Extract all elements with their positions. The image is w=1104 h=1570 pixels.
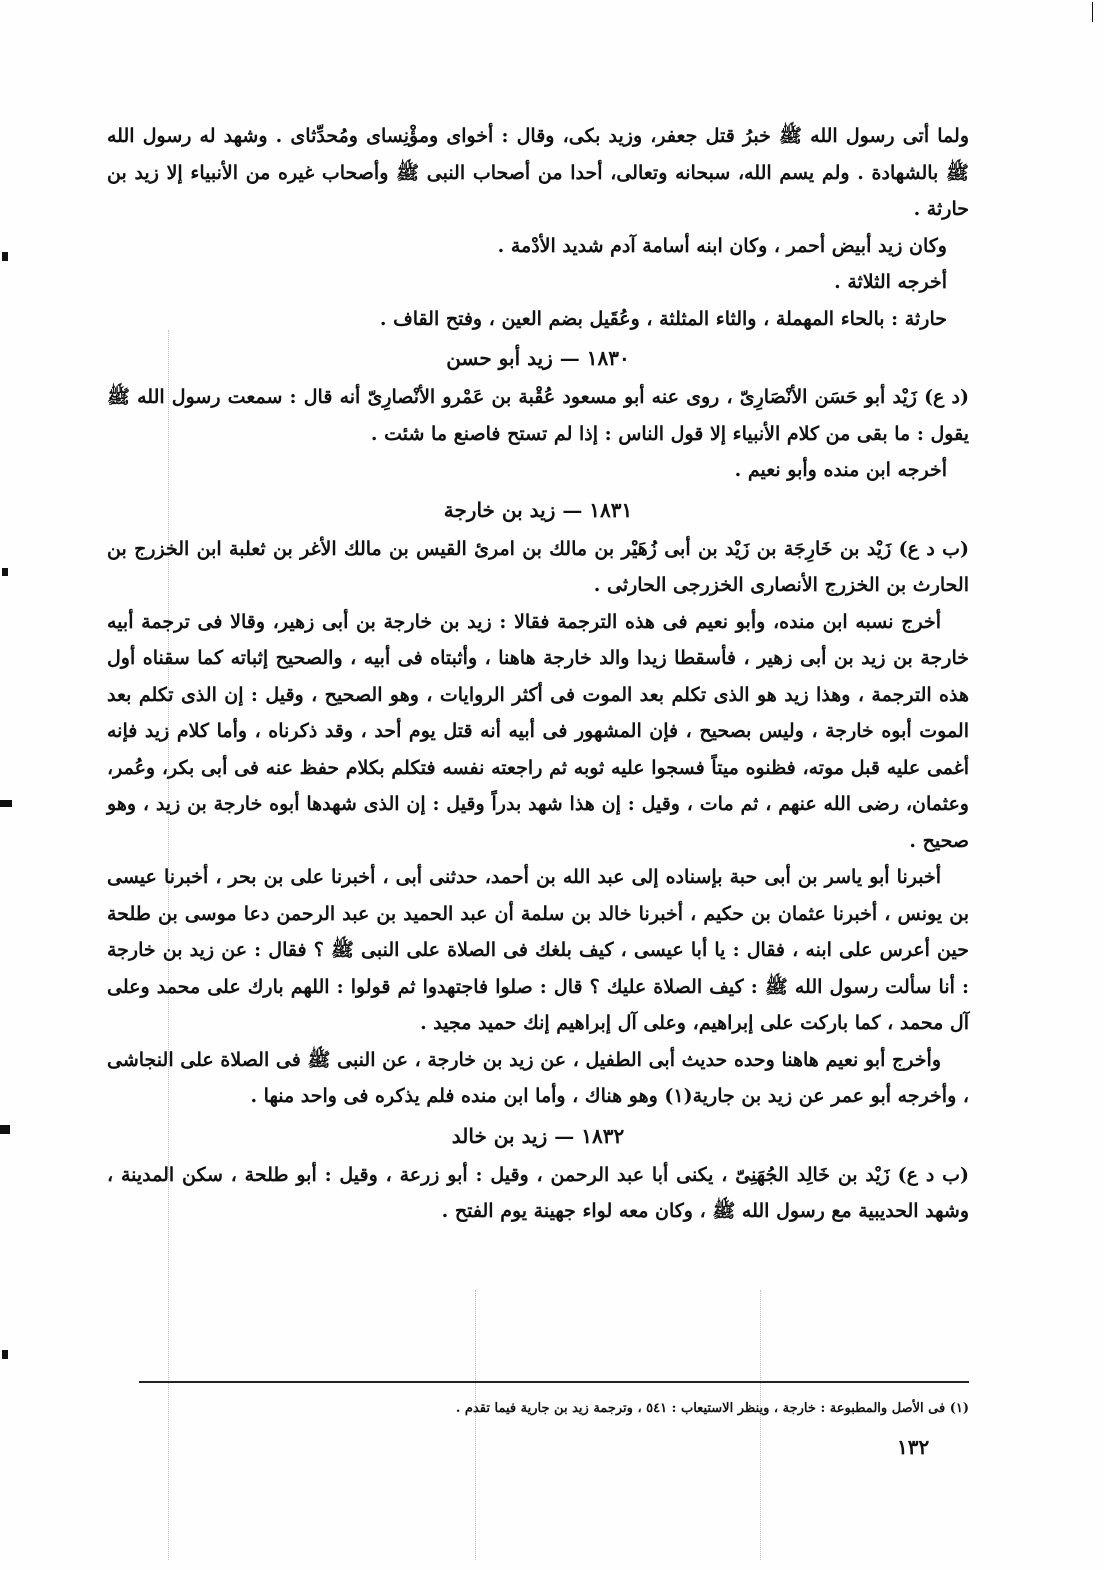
margin-guide <box>760 1290 761 1560</box>
main-text <box>107 118 969 1230</box>
margin-guide <box>475 1290 476 1560</box>
scan-mark <box>2 252 8 261</box>
paragraph: أخرجه الثلاثة . <box>834 271 947 293</box>
paragraph: (ب د ع) زَيْد بن خَارِجَة بن زَيْد بن أبى زُهَيْر بن مالك بن امرئ القيس بن مالك الأغر بن ثعلبة ابن الخزرج بن الحارث بن الخزرج الأنصارى الخزرجى الحارثى . <box>107 537 969 596</box>
paragraph: (ب د ع) زَيْد بن خَالِد الجُهَنِىّ ، يكنى أبا عبد الرحمن ، وقيل : أبو زرعة ، وقيل : أبو طلحة ، سكن المدينة ، وشهد الحديبية مع رسول الله ﷺ ، وكان معه لواء جهينة يوم الفتح . <box>107 1163 969 1222</box>
paragraph: حارثة : بالحاء المهملة ، والثاء المثلثة ، وعُقَيل بضم العين ، وفتح القاف . <box>379 307 947 330</box>
paragraph: أخرجه ابن منده وأبو نعيم . <box>734 459 947 481</box>
footnote-separator <box>139 1381 969 1383</box>
paragraph: أخرج نسبه ابن منده، وأبو نعيم فى هذه الترجمة فقالا : زيد بن خارجة بن أبى زهير، وقالا فى ترجمة أبيه خارجة بن زيد بن أبى زهير ، فأسقطا زيدا والد خارجة هاهنا ، وأثبتاه فى أبيه ، والصحيح إثباته كما سقناه أول هذه الترجمة ، وهذا زيد هو الذى تكلم بعد الموت فى أكثر الروايات ، وهو الصحيح ، وقيل : إن الذى تكلم بعد الموت أبوه خارجة ، وليس بصحيح ، فإن المشهور فى أبيه أنه قتل يوم أحد ، وقد ذكرناه ، وأما كلام زيد فإنه أغمى عليه قبل موته، فظنوه ميتاً فسجوا عليه ثوبه ثم راجعته نفسه فتكلم بكلام حفظ عنه فى أبى بكر، وعُمر، وعثمان، رضى الله عنهم ، ثم مات ، وقيل : إن هذا شهد بدراً وقيل : إن الذى شهدها أبوه خارجة بن زيد ، وهو صحيح . <box>107 610 969 852</box>
scan-mark <box>0 800 12 807</box>
entry-heading: ١٨٣٢ — زيد بن خالد <box>451 1123 625 1148</box>
footnote: (١) فى الأصل والمطبوعة : خارجة ، وينظر الاستيعاب : ٥٤١ ، وترجمة زيد بن جارية فيما تقدم . <box>455 1401 969 1416</box>
paragraph: وكان زيد أبيض أحمر ، وكان ابنه أسامة آدم شديد الأدْمة . <box>497 234 947 257</box>
paragraph: ولما أتى رسول الله ﷺ خبرُ قتل جعفر، وزيد بكى، وقال : أخواى ومؤْنِساى ومُحدِّثاى . وشهد له رسول الله ﷺ بالشهادة . ولم يسم الله، سبحانه وتعالى، أحدا من أصحاب النبى ﷺ وأصحاب غيره من الأنبياء إلا زيد بن حارثة . <box>107 125 969 220</box>
paragraph: (د ع) زَيْد أبو حَسَن الأنْصَارِىّ ، روى عنه أبو مسعود عُقْبة بن عَمْرو الأنْصارِىّ أنه قال : سمعت رسول الله ﷺ يقول : ما بقى من كلام الأنبياء إلا قول الناس : إذا لم تستح فاصنع ما شئت . <box>107 386 969 445</box>
entry-heading: ١٨٣١ — زيد بن خارجة <box>443 497 633 522</box>
page-number: ١٣٢ <box>897 1435 930 1459</box>
paragraph: أخبرنا أبو ياسر بن أبى حبة بإسناده إلى عبد الله بن أحمد، حدثنى أبى ، أخبرنا على بن بحر ، أخبرنا عيسى بن يونس ، أخبرنا عثمان بن حكيم ، أخبرنا خالد بن سلمة أن عبد الحميد بن عبد الرحمن دعا موسى بن طلحة حين أعرس على ابنه ، فقال : يا أبا عيسى ، كيف بلغك فى الصلاة على النبى ﷺ ؟ فقال : عن زيد بن خارجة : أنا سألت رسول الله ﷺ : كيف الصلاة عليك ؟ قال : صلوا فاجتهدوا ثم قولوا : اللهم بارك على محمد وعلى آل محمد ، كما باركت على إبراهيم، وعلى آل إبراهيم إنك حميد مجيد . <box>107 866 969 1034</box>
entry-heading: ١٨٣٠ — زيد أبو حسن <box>446 346 630 370</box>
scan-mark <box>2 1350 8 1359</box>
scan-mark <box>1092 2 1093 22</box>
scan-mark <box>0 1125 10 1134</box>
paragraph: وأخرج أبو نعيم هاهنا وحده حديث أبى الطفيل ، عن زيد بن خارجة ، عن النبى ﷺ فى الصلاة على النجاشى ، وأخرجه أبو عمر عن زيد بن جارية(١) وهو هناك ، وأما ابن منده فلم يذكره فى واحد منها . <box>107 1048 969 1107</box>
scan-mark <box>2 568 8 576</box>
